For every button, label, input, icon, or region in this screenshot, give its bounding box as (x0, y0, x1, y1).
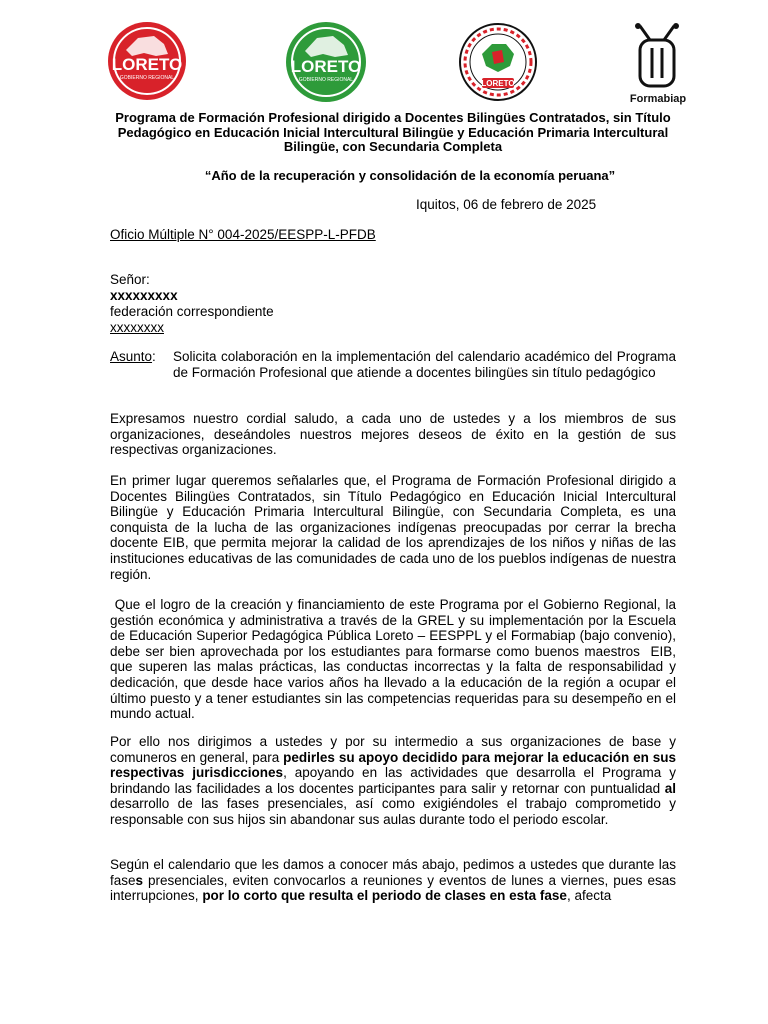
subject-label-text: Asunto (110, 349, 153, 364)
request-bold-1: pedirles su apoyo decidido para mejorar la educación en sus respectivas jurisdicciones (110, 749, 676, 781)
calendar-bold-1: s (135, 872, 144, 888)
request-text-1: Por ello nos dirigimos a ustedes y por su intermedio a sus organizaciones de base y comuneros en general, para (110, 734, 676, 765)
formabiap-logo (620, 22, 696, 106)
loreto-green-logo (283, 20, 369, 104)
calendar-text-1: Según el calendario que les damos a conocer más abajo, pedimos a ustedes que durante las fase (110, 857, 676, 888)
calendar-bold-2: por lo corto que resulta el periodo de clases en esta fase (202, 888, 567, 904)
request-bold-2: al (664, 780, 676, 796)
loreto-red-wordmark: LORETO (111, 55, 183, 74)
recipient-salutation: Señor: (110, 272, 150, 287)
subject-colon: : (152, 349, 156, 364)
calendar-text-2: presenciales, eviten convocarlos a reuniones y eventos de lunes a viernes, pues esas interrupciones, (110, 872, 676, 904)
paragraph-calendar (110, 857, 676, 904)
program-heading: Programa de Formación Profesional dirigido a Docentes Bilingües Contratados, sin Título Pedagógico en Educación Inicial Intercultural Bilingüe y Educación Primaria Intercultural Bilingüe, con Secundaria Completa (115, 110, 671, 154)
loreto-green-wordmark: LORETO (290, 57, 362, 76)
paragraph-program: En primer lugar queremos señalarles que, el Programa de Formación Profesional dirigido a Docentes Bilingües Contratados, sin Título Pedagógico en Educación Inicial Intercultural Bilingüe y Educación Primaria Intercultural Bilingüe, con Secundaria Completa, es una conquista de la lucha de las organizaciones indígenas preocupadas por cerrar la brecha docente EIB, que permita mejorar la calidad de los aprendizajes de los niños y niñas de las instituciones educativas de las comunidades de cada uno de los pueblos indígenas de nuestra región. (110, 473, 676, 582)
year-motto: “Año de la recuperación y consolidación de la economía peruana” (204, 168, 616, 183)
subject-label (110, 349, 156, 365)
eesppl-seal-logo (458, 22, 538, 102)
paragraph-request (110, 734, 676, 828)
loreto-red-logo (104, 20, 190, 102)
letter-date: Iquitos, 06 de febrero de 2025 (416, 197, 597, 212)
eesppl-wordmark: LORETO (481, 79, 515, 88)
recipient-organization: federación correspondiente (110, 304, 274, 319)
recipient-name: xxxxxxxxx (110, 288, 178, 303)
recipient-block (110, 272, 274, 336)
oficio-number: Oficio Múltiple N° 004-2025/EESPP-L-PFDB (110, 227, 376, 242)
subject-text: Solicita colaboración en la implementación del calendario académico del Programa de Formación Profesional que atiende a docentes bilingües sin título pedagógico (173, 349, 676, 380)
formabiap-wordmark: Formabiap (629, 93, 687, 105)
recipient-place: xxxxxxxx (110, 320, 164, 335)
loreto-red-sub: GOBIERNO REGIONAL (119, 75, 175, 81)
request-text-2: , apoyando en las actividades que desarrolla el Programa y brindando las facilidades a los docentes participantes para salir y retornar con puntualidad (110, 765, 676, 796)
logo-bar (0, 20, 768, 106)
paragraph-greeting: Expresamos nuestro cordial saludo, a cada uno de ustedes y a los miembros de sus organizaciones, deseándoles nuestros mejores deseos de éxito en la gestión de sus respectivas organizaciones. (110, 411, 676, 458)
request-text-3: desarrollo de las fases presenciales, así como exigiéndoles el trabajo comprometido y responsable con sus hijos sin abandonar sus aulas durante todo el periodo escolar. (110, 796, 676, 827)
subject-block (110, 349, 676, 381)
paragraph-achievement: Que el logro de la creación y financiamiento de este Programa por el Gobierno Regional, la gestión económica y administrativa a través de la GREL y su implementación por la Escuela de Educación Superior Pedagógica Pública Loreto – EESPPL y el Formabiap (bajo convenio), debe ser bien aprovechada por los estudiantes para formarse como buenos maestros EIB, que superen las malas prácticas, las conductas incorrectas y la falta de responsabilidad y dedicación, que desde hace varios años ha llevado a la educación de la región a ocupar el último puesto y a tener estudiantes sin las competencias requeridas para su desempeño en el mundo actual. (110, 597, 680, 722)
loreto-green-sub: GOBIERNO REGIONAL (298, 77, 354, 83)
calendar-text-3: , afecta (566, 888, 612, 904)
